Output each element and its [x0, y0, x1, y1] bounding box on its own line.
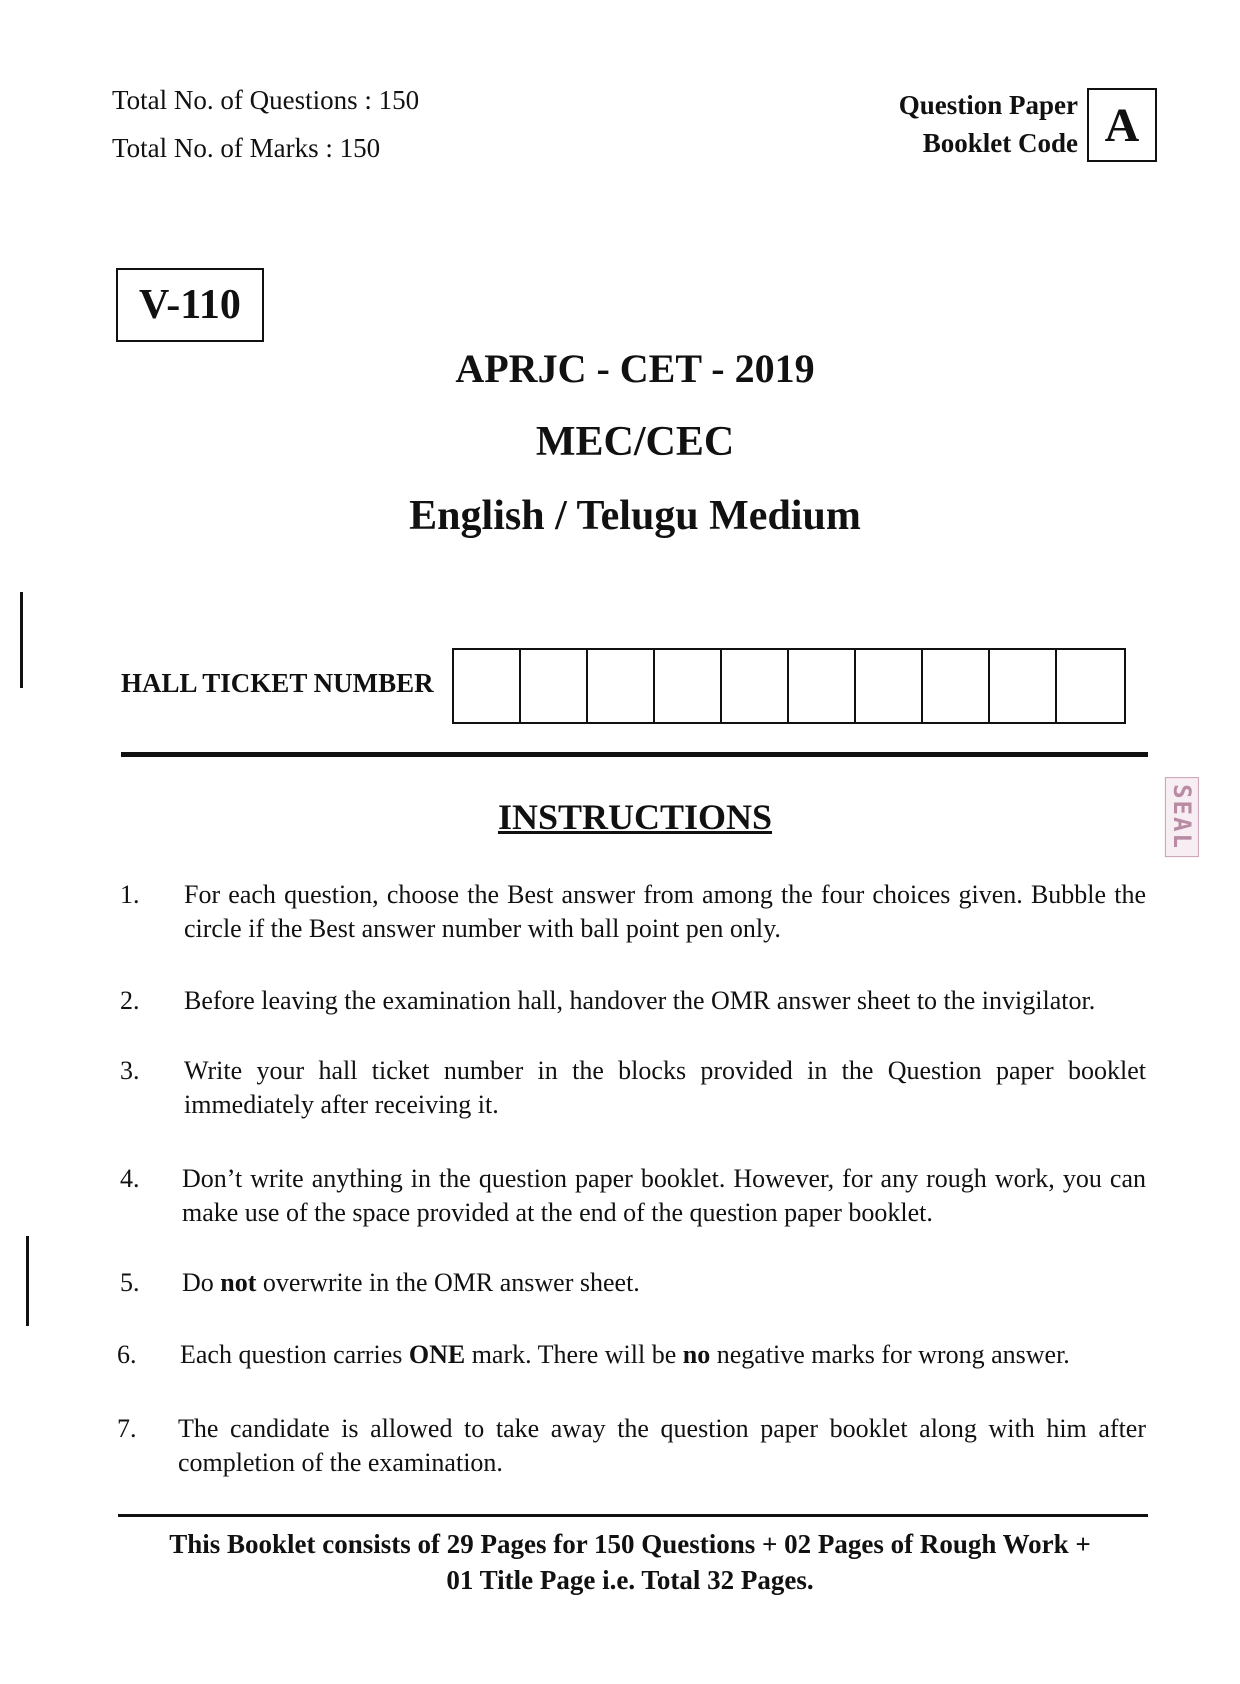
instruction-number: 1. [120, 880, 140, 909]
instruction-item: Before leaving the examination hall, handover the OMR answer sheet to the invigilator. [184, 986, 1096, 1015]
section-divider [121, 752, 1148, 757]
total-marks: Total No. of Marks : 150 [112, 133, 381, 163]
scan-edge-mark [26, 1236, 29, 1326]
instruction-number: 5. [120, 1268, 140, 1297]
total-questions: Total No. of Questions : 150 [112, 85, 420, 115]
seal-stamp: SEAL [1165, 777, 1199, 857]
booklet-code-label [860, 86, 1078, 162]
hall-ticket-cell[interactable] [789, 650, 856, 722]
hall-ticket-cell[interactable] [655, 650, 722, 722]
hall-ticket-grid [452, 648, 1126, 724]
hall-ticket-cell[interactable] [1057, 650, 1124, 722]
booklet-code-label-line2: Booklet Code [922, 128, 1078, 158]
instruction-emphasis: no [682, 1340, 711, 1369]
instructions-heading: INSTRUCTIONS [497, 797, 773, 837]
instruction-number: 6. [117, 1340, 137, 1369]
hall-ticket-cell[interactable] [521, 650, 588, 722]
instruction-number: 3. [120, 1056, 140, 1085]
footer-divider [118, 1514, 1148, 1517]
hall-ticket-cell[interactable] [923, 650, 990, 722]
hall-ticket-cell[interactable] [722, 650, 789, 722]
instruction-emphasis: ONE [408, 1340, 466, 1369]
exam-title: APRJC - CET - 2019 [455, 346, 815, 391]
hall-ticket-label: HALL TICKET NUMBER [121, 668, 434, 698]
scan-edge-mark [20, 592, 23, 688]
instruction-item: For each question, choose the Best answer from among the four choices given. Bubble the circle if the Best answer number with ball point pen only. [184, 880, 1146, 943]
footer-line2: 01 Title Page i.e. Total 32 Pages. [446, 1565, 814, 1595]
hall-ticket-cell[interactable] [856, 650, 923, 722]
hall-ticket-cell[interactable] [454, 650, 521, 722]
instruction-item: Don’t write anything in the question paper booklet. However, for any rough work, you can make use of the space provided at the end of the question paper booklet. [182, 1164, 1146, 1227]
instruction-number: 2. [120, 986, 140, 1015]
instruction-text: Each question carries [180, 1340, 409, 1369]
hall-ticket-cell[interactable] [588, 650, 655, 722]
group-title: MEC/CEC [535, 419, 735, 465]
paper-code-box: V-110 [116, 268, 264, 342]
instruction-item [180, 1338, 1146, 1372]
hall-ticket-cell[interactable] [990, 650, 1057, 722]
instruction-text: negative marks for wrong answer. [710, 1340, 1070, 1369]
instruction-text: overwrite in the OMR answer sheet. [256, 1268, 640, 1297]
instruction-item: Write your hall ticket number in the blocks provided in the Question paper booklet immediately after receiving it. [184, 1056, 1146, 1119]
booklet-code-box: A [1087, 88, 1157, 162]
footer-line1: This Booklet consists of 29 Pages for 150 Questions + 02 Pages of Rough Work + [169, 1529, 1091, 1559]
instruction-text: mark. There will be [465, 1340, 683, 1369]
instruction-item: The candidate is allowed to take away the question paper booklet along with him after completion of the examination. [178, 1414, 1146, 1477]
instruction-number: 7. [117, 1414, 137, 1443]
booklet-code-label-line1: Question Paper [898, 90, 1078, 120]
instruction-item [182, 1266, 1146, 1300]
instruction-text: Do [182, 1268, 221, 1297]
medium-title: English / Telugu Medium [409, 493, 861, 539]
instruction-number: 4. [120, 1164, 140, 1193]
instruction-emphasis: not [220, 1268, 257, 1297]
